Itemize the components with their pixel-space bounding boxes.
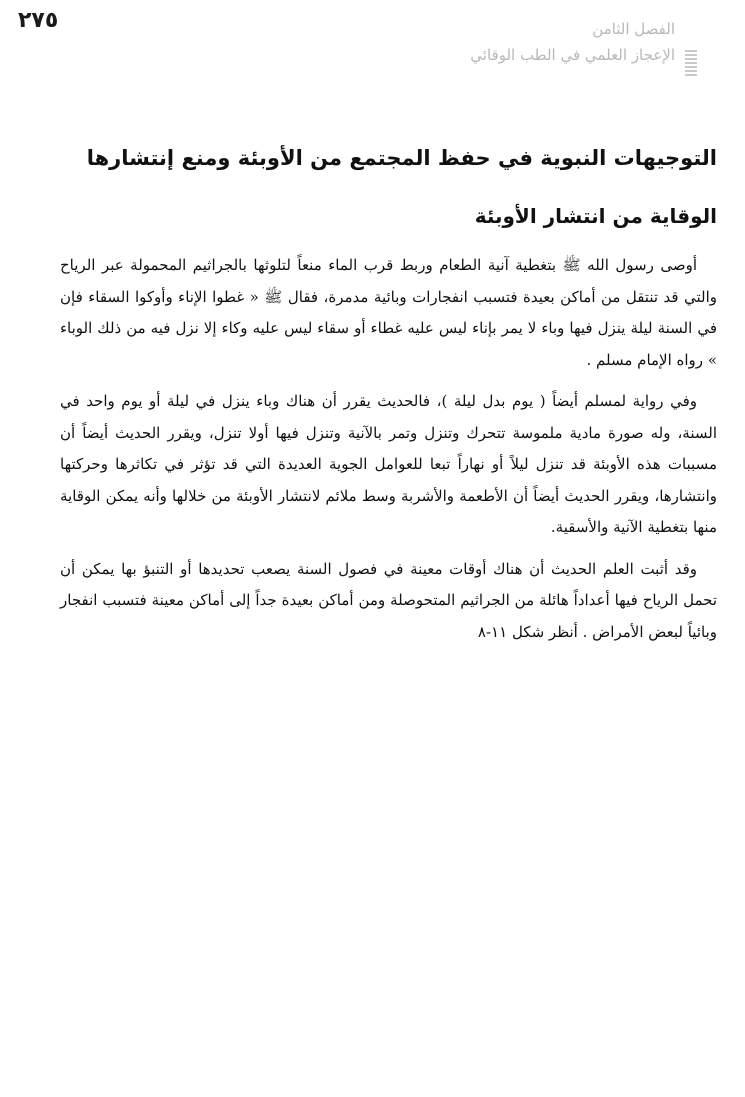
running-header [470, 16, 675, 68]
header-decoration [685, 50, 697, 76]
page-content [60, 138, 717, 658]
header-section-title: الإعجاز العلمي في الطب الوقائي [470, 46, 675, 64]
paragraph-2: وفي رواية لمسلم أيضاً ( يوم بدل ليلة )، فالحديث يقرر أن هناك وباء ينزل في ليلة أو يوم واحد في السنة، وله صورة مادية ملموسة تتحرك وتنزل وتمر بالآنية وتنزل فيها أولا تنزل، ويقرر الحديث أيضاً أن مسببات هذه الأوبئة قد تنزل ليلاً أو نهاراً تبعا للعوامل الجوية العديدة التي قد تؤثر في تكاثرها وحركتها وانتشارها، ويقرر الحديث أيضاً أن الأطعمة والأشربة وسط ملائم لانتشار الأوبئة من خلالها وأنه يمكن الوقاية منها بتغطية الآنية والأسقية. [60, 392, 717, 536]
main-heading: التوجيهات النبوية في حفظ المجتمع من الأوبئة ومنع إنتشارها [86, 146, 717, 170]
header-chapter-title: الفصل الثامن [592, 20, 675, 38]
page-number: ٢٧٥ [18, 8, 59, 33]
sub-heading: الوقاية من انتشار الأوبئة [474, 204, 717, 228]
paragraph-3: وقد أثبت العلم الحديث أن هناك أوقات معينة في فصول السنة يصعب تحديدها أو التنبؤ بها يمكن أن تحمل الرياح فيها أعداداً هائلة من الجراثيم المتحوصلة ومن أماكن بعيدة جداً إلى أماكن معينة فتسبب انفجار وبائياً لبعض الأمراض . أنظر شكل ١١-٨ [60, 559, 717, 641]
paragraph-1: أوصى رسول الله ﷺ بتغطية آنية الطعام وربط قرب الماء منعاً لتلوثها بالجراثيم المحمولة عبر الرياح والتي قد تنتقل من أماكن بعيدة فتسبب انفجارات وبائية مدمرة، فقال ﷺ « غطوا الإناء وأوكوا السقاء فإن في السنة ليلة ينزل فيها وباء لا يمر بإناء ليس عليه غطاء أو سقاء ليس عليه وكاء إلا نزل فيه من ذلك الوباء » رواه الإمام مسلم . [60, 256, 717, 369]
